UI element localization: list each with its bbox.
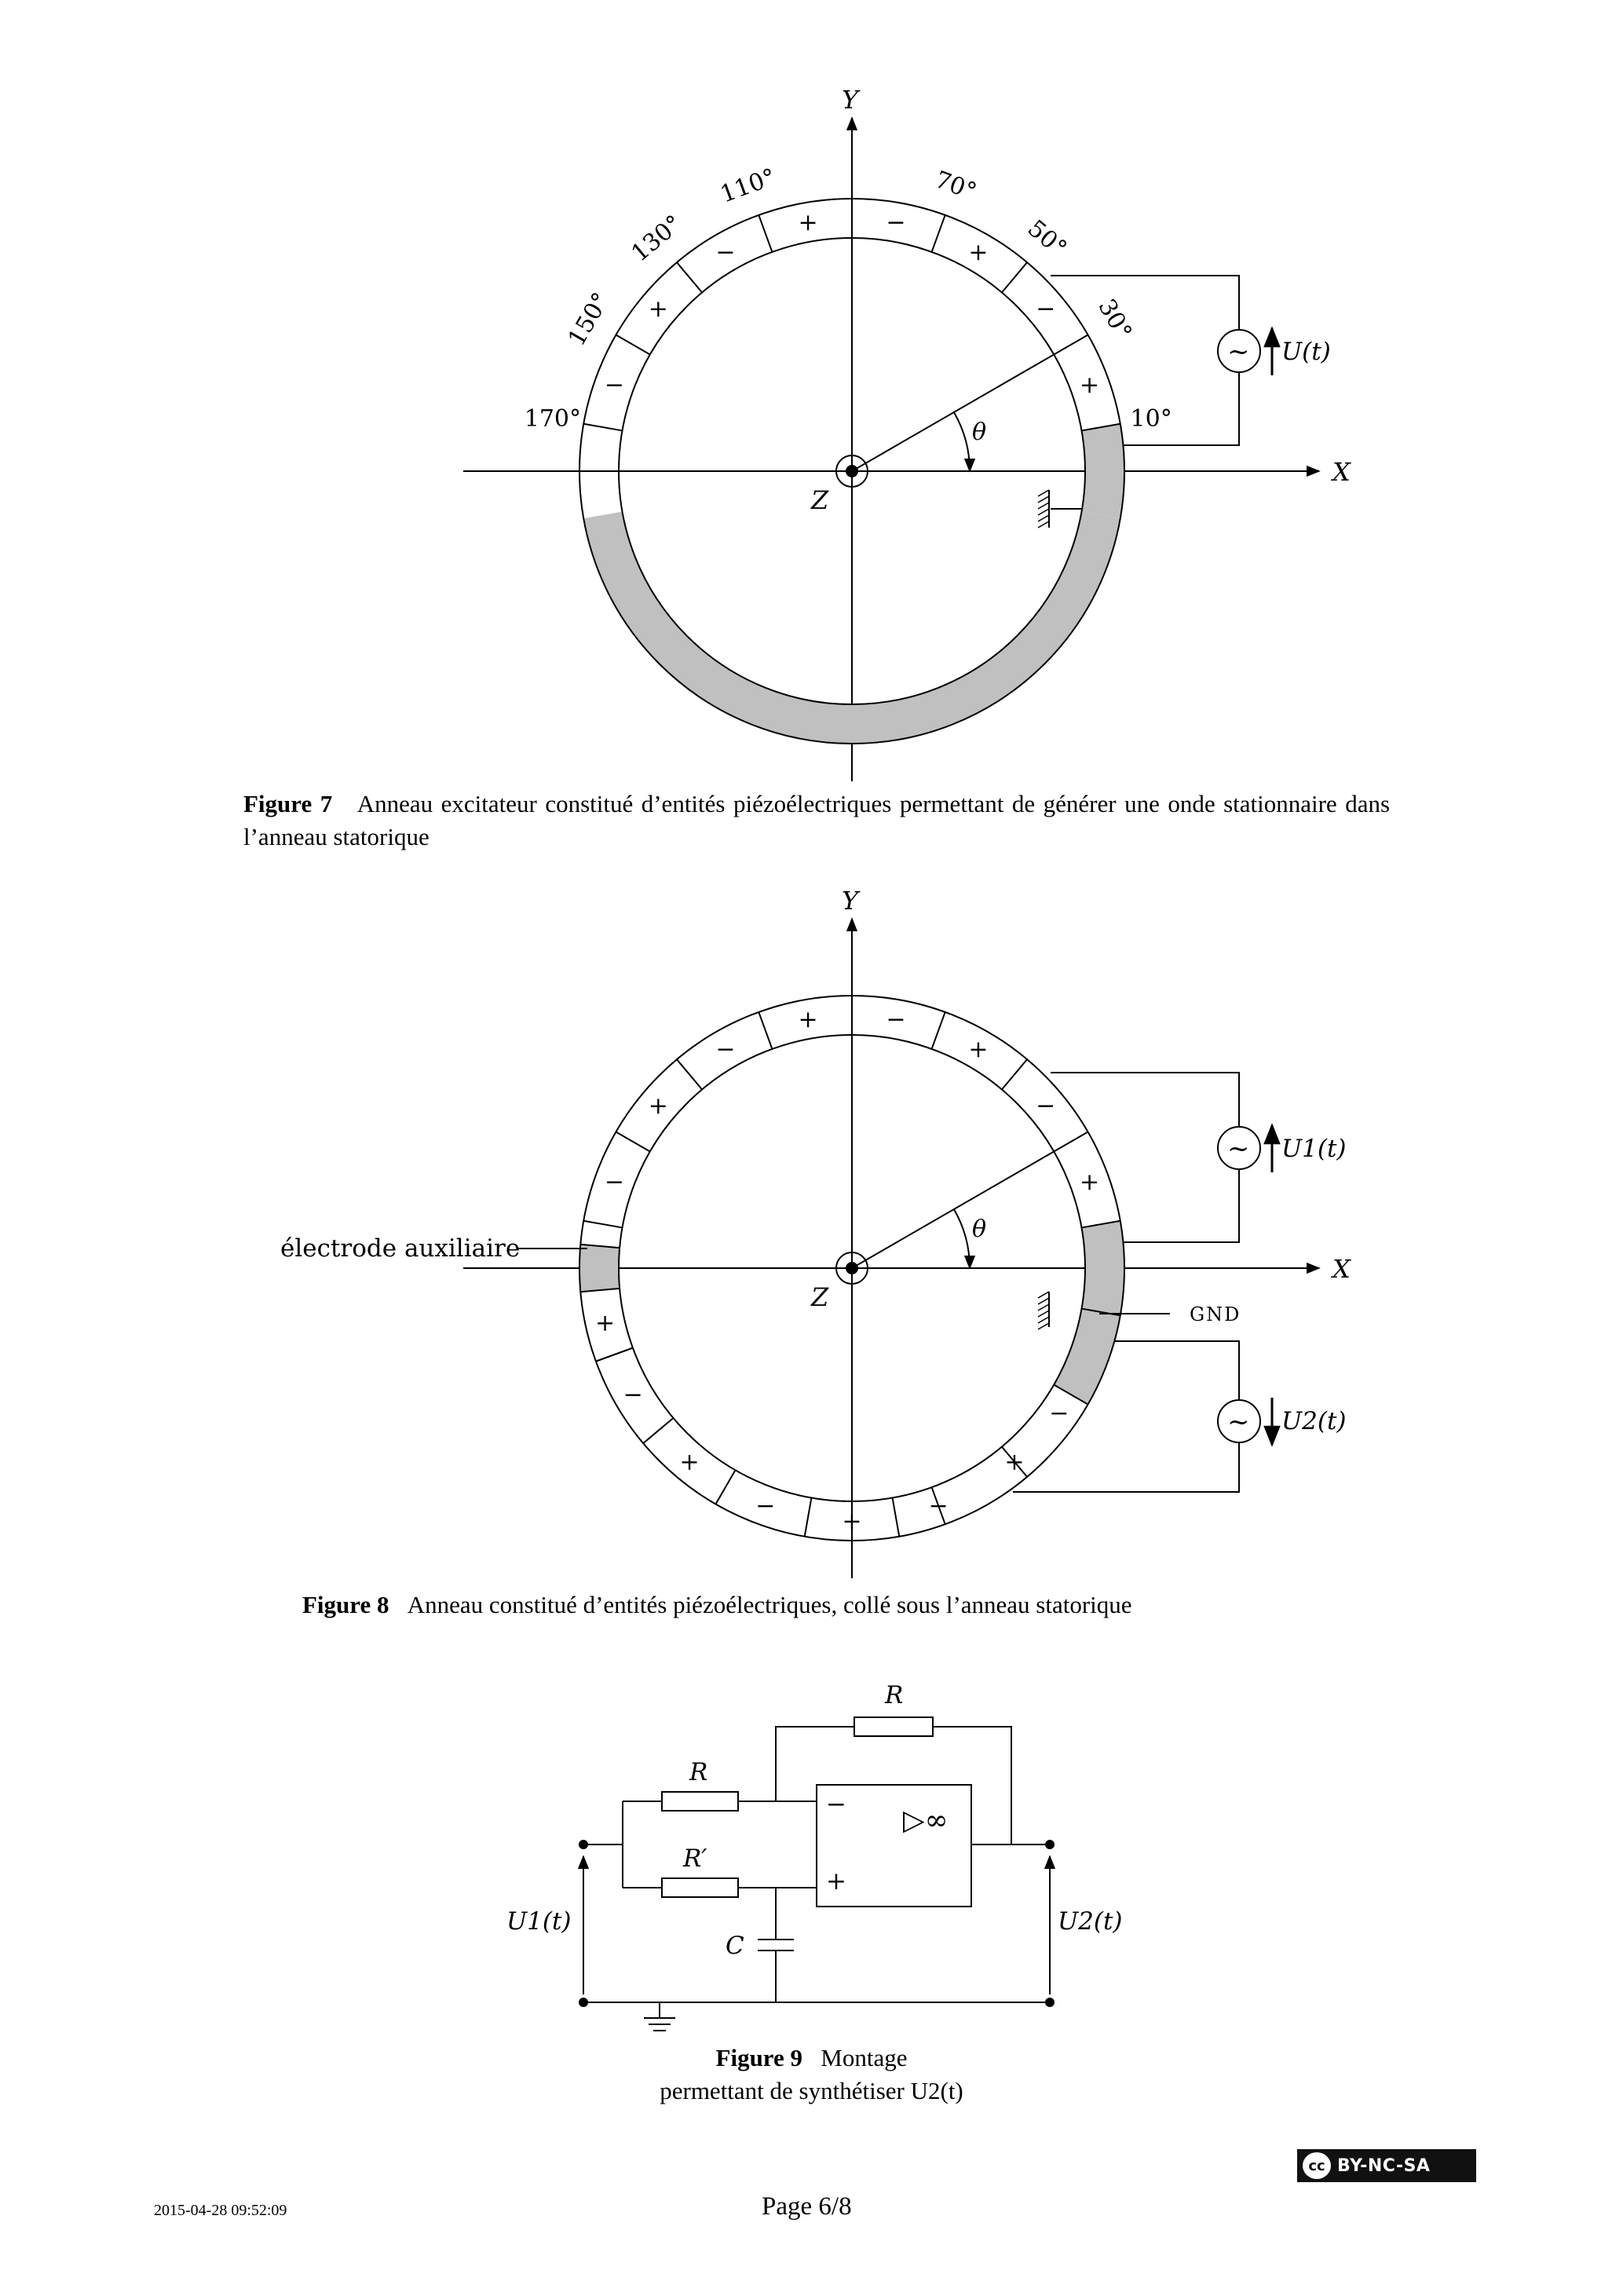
figure-9-caption (0, 2042, 1623, 2108)
figure-9 (0, 1673, 1623, 2068)
label-u1: U1(t) (506, 1907, 572, 1936)
ground-symbol (644, 2018, 675, 2031)
opamp-plus: + (826, 1867, 846, 1896)
figure-7-caption (243, 788, 1390, 854)
segment-sign: − (604, 1168, 624, 1196)
segment-sign: − (1036, 1092, 1056, 1121)
angle-label: 150° (563, 287, 616, 351)
label-r-top: R (885, 1681, 904, 1709)
axis-z-label: Z (811, 485, 829, 515)
segment-sign: − (715, 1036, 736, 1064)
angle-label: 70° (931, 166, 981, 207)
axis-y-label: Y (842, 886, 859, 916)
segment-sign: + (842, 1508, 862, 1535)
u2-source-tilde: ~ (1227, 1406, 1250, 1438)
segment-divider (643, 1418, 673, 1443)
opamp-symbol: ▷∞ (903, 1804, 949, 1837)
u2-wire (1115, 1341, 1239, 1400)
segment-divider (1054, 335, 1087, 355)
segment-sign: + (1080, 371, 1100, 399)
ground-hatch (1038, 1298, 1049, 1304)
u2-label: U2(t) (1281, 1407, 1347, 1435)
segment-sign: − (755, 1492, 776, 1520)
figure-8-diagram (0, 872, 1623, 1578)
theta-angle (852, 1152, 1054, 1269)
resistor-r (662, 1792, 738, 1811)
segment-sign: + (798, 1005, 818, 1033)
segment-sign: + (798, 208, 818, 236)
radius-line (852, 1152, 1054, 1269)
electrode-auxiliary (579, 1245, 620, 1292)
segment-divider (677, 262, 702, 292)
segment-sign: − (1036, 295, 1056, 324)
figure-7 (0, 0, 1623, 788)
terminal-in-bottom (579, 1998, 588, 2007)
segment-divider (758, 1012, 772, 1049)
ring-grey-right (1081, 424, 1124, 519)
segment-sign: + (679, 1448, 700, 1476)
segment-sign: − (1049, 1399, 1069, 1428)
u2-wire-bottom (1013, 1442, 1239, 1492)
segment-divider (616, 1132, 649, 1152)
angle-label: 10° (1130, 404, 1172, 433)
segment-divider (616, 335, 649, 355)
figure-9-caption-line1: Montage (821, 2044, 908, 2071)
license-label: BY-NC-SA (1337, 2155, 1431, 2176)
figure-7-caption-text: Anneau excitateur constitué d’entités piézoélectriques permettant de générer une onde stationnaire dans l’anneau statorique (243, 790, 1391, 850)
u1-wire-bottom (1124, 1169, 1239, 1242)
segment-divider (932, 1012, 945, 1049)
segment-divider (1002, 1059, 1027, 1089)
ground-hatch (1038, 1304, 1049, 1311)
electrode-right (1081, 1221, 1124, 1316)
label-u2: U2(t) (1058, 1907, 1123, 1936)
segment-sign: + (595, 1309, 616, 1337)
figure-7-diagram (0, 0, 1623, 785)
terminal-out-bottom (1045, 1998, 1055, 2007)
u1-source-tilde: ~ (1227, 1133, 1250, 1164)
ground-hatch (1038, 490, 1049, 496)
ground-hatch (1038, 521, 1049, 528)
label-r: R (689, 1758, 708, 1786)
segment-sign: + (1004, 1448, 1025, 1476)
terminal-in-top (579, 1840, 588, 1849)
ground-hatch (1038, 1317, 1049, 1323)
resistor-r-top (854, 1717, 933, 1736)
segment-sign: − (886, 1005, 906, 1033)
segment-sign: − (623, 1381, 643, 1409)
aux-electrode-label: électrode auxiliaire (280, 1234, 521, 1263)
axis-z-label: Z (811, 1282, 829, 1312)
figure-8 (0, 872, 1623, 1581)
ground-hatch (1038, 515, 1049, 521)
resistor-r-prime (662, 1878, 738, 1897)
ground-hatch (1038, 1311, 1049, 1317)
figure-8-caption-label: Figure 8 (302, 1591, 389, 1618)
theta-arc (954, 412, 970, 471)
segment-divider (583, 424, 622, 431)
segment-divider (1002, 262, 1027, 292)
radius-line (852, 355, 1054, 472)
segment-divider (583, 1221, 622, 1228)
ground-hatch (1038, 1292, 1049, 1298)
figure-7-caption-label: Figure 7 (243, 790, 333, 817)
segment-sign: + (968, 239, 989, 267)
angle-label: 130° (626, 210, 688, 268)
segment-divider (893, 1497, 900, 1536)
angle-label: 110° (716, 163, 780, 209)
segment-divider (932, 215, 945, 252)
footer-timestamp: 2015-04-28 09:52:09 (154, 2202, 287, 2219)
angle-label: 170° (524, 404, 582, 433)
segment-divider (758, 215, 772, 252)
label-r-prime: R′ (683, 1844, 707, 1873)
segment-divider (596, 1348, 633, 1362)
figure-9-circuit (0, 1673, 1623, 2065)
segment-sign: − (928, 1492, 949, 1520)
label-capacitor: C (726, 1932, 744, 1960)
figure-9-caption-line2: permettant de synthétiser U2(t) (660, 2077, 963, 2104)
ground-symbol (1038, 1292, 1049, 1329)
cc-icon: cc (1303, 2152, 1331, 2179)
theta-label: θ (972, 1216, 987, 1243)
theta-angle (852, 355, 1054, 472)
figure-9-caption-label: Figure 9 (715, 2044, 803, 2071)
axis-y-label: Y (842, 85, 859, 115)
angle-label: 30° (1092, 294, 1138, 345)
ground-hatch (1038, 503, 1049, 509)
segment-sign: − (886, 208, 906, 236)
voltage-label: U(t) (1281, 338, 1331, 366)
segment-divider (1054, 1132, 1087, 1152)
ground-hatch (1038, 1323, 1049, 1329)
segment-sign: − (715, 239, 736, 267)
u1-label: U1(t) (1281, 1135, 1347, 1163)
segment-divider (716, 1470, 736, 1504)
figure-8-caption (302, 1589, 1402, 1621)
segment-divider (805, 1497, 812, 1536)
theta-label: θ (972, 419, 987, 446)
footer-page-number: Page 6/8 (762, 2192, 852, 2221)
ground-hatch (1038, 496, 1049, 503)
axis-x-label: X (1332, 457, 1351, 487)
axis-x-label: X (1332, 1254, 1351, 1284)
theta-arc (954, 1209, 970, 1268)
segment-sign: + (1080, 1168, 1100, 1196)
figure-8-caption-text: Anneau constitué d’entités piézoélectriques, collé sous l’anneau statorique (407, 1591, 1132, 1618)
terminal-out-top (1045, 1840, 1055, 1849)
segment-sign: + (968, 1036, 989, 1064)
cc-license-badge (1297, 2149, 1476, 2182)
ground-hatch (1038, 509, 1049, 515)
segment-sign: − (604, 371, 624, 399)
segment-sign: + (648, 295, 668, 324)
ground-symbol (1038, 490, 1082, 528)
ac-source-tilde: ~ (1227, 336, 1250, 367)
gnd-label: GND (1190, 1303, 1241, 1325)
segment-divider (677, 1059, 702, 1089)
opamp-minus: − (826, 1790, 846, 1819)
angle-label: 50° (1022, 214, 1073, 263)
segment-sign: + (648, 1092, 668, 1121)
